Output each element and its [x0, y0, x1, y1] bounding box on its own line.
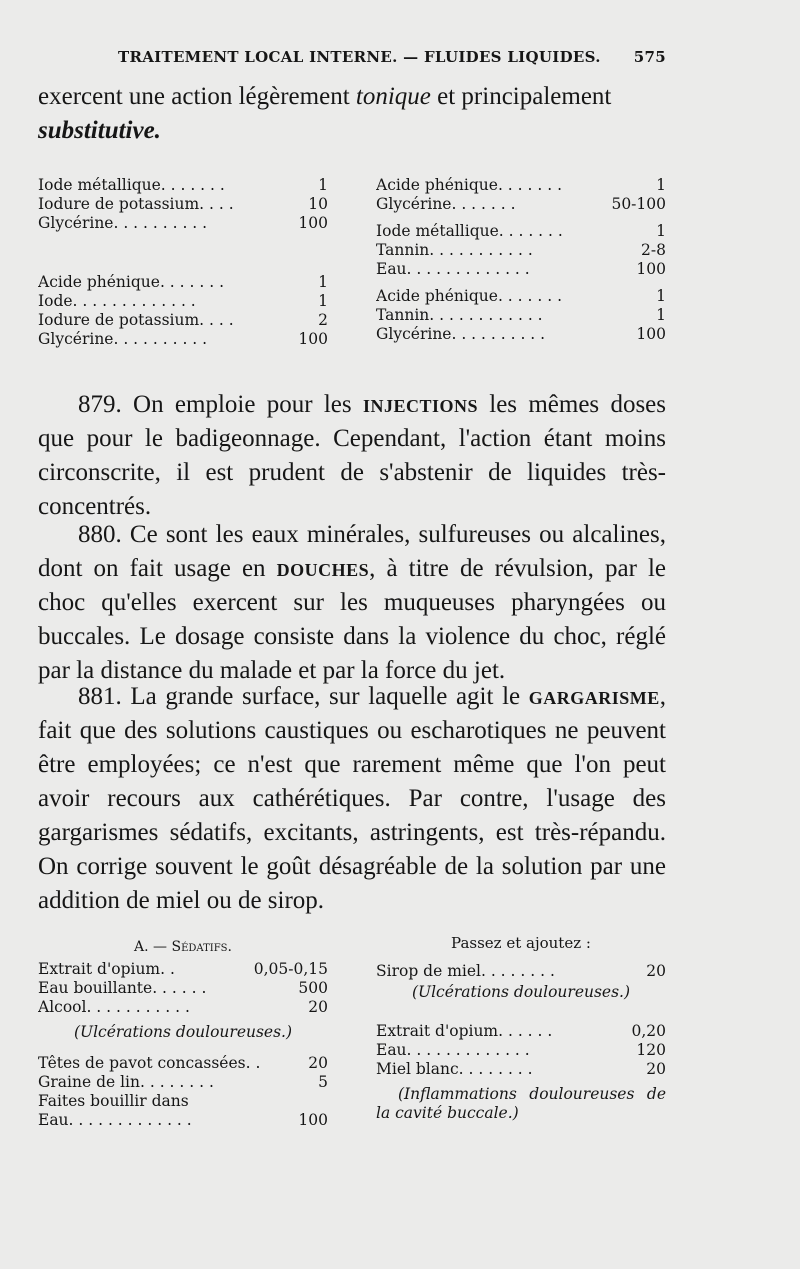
recipes-bottom-left: [38, 938, 328, 1130]
recipe-line: Alcool. . . . . . . . . . . 20: [38, 998, 328, 1016]
recipe-line: Eau. . . . . . . . . . . . . 120: [376, 1041, 666, 1059]
recipe-line: Iode métallique. . . . . . . 1: [376, 222, 666, 240]
recipe-line: Iode. . . . . . . . . . . . . 1: [38, 292, 328, 310]
running-header: [118, 48, 666, 66]
recipe-line: Acide phénique. . . . . . . 1: [376, 287, 666, 305]
paragraph-879: 879. On emploie pour les injections les mêmes doses que pour le badigeonnage. Cependant, l'action étant moins circonscrite, il est prudent de s'abstenir de liquides très-concentrés.: [38, 391, 667, 520]
section-title-passez: Passez et ajoutez :: [451, 934, 591, 952]
recipe-line: Tannin. . . . . . . . . . . . 1: [376, 306, 666, 324]
paragraph-881: 881. La grande surface, sur laquelle agit le gargarisme, fait que des solutions caustiques ou escharotiques ne peuvent être employées; ce n'est que rarement même que l'on peut avoir recours aux cathérétiques. Par contre, l'usage des gargarismes sédatifs, excitants, astringents, est très-répandu. On corrige souvent le goût désagréable de la solution par une addition de miel ou de sirop.: [38, 683, 666, 914]
section-title-sedatifs: A. — Sédatifs.: [134, 939, 232, 955]
recipe-note: (Ulcérations douloureuses.): [411, 983, 631, 1001]
recipe-line: Iodure de potassium. . . . 2: [38, 311, 328, 329]
recipe-line: Miel blanc. . . . . . . . 20: [376, 1060, 666, 1078]
recipe-line: Acide phénique. . . . . . . 1: [38, 273, 328, 291]
recipe-line: Extrait d'opium. . . . . . 0,20: [376, 1022, 666, 1040]
recipe-line: Extrait d'opium. . 0,05-0,15: [38, 960, 328, 978]
recipe-line: Tannin. . . . . . . . . . . 2-8: [376, 241, 666, 259]
recipe-line: Eau. . . . . . . . . . . . . 100: [376, 260, 666, 278]
intro-italic-bold: substitutive.: [38, 117, 161, 144]
intro-paragraph: [38, 80, 666, 148]
recipe-line: Eau bouillante. . . . . . 500: [38, 979, 328, 997]
recipe-line: Eau. . . . . . . . . . . . . 100: [38, 1111, 328, 1129]
recipe-line: Iode métallique. . . . . . . 1: [38, 176, 328, 194]
recipe-line: Glycérine. . . . . . . . . . 100: [376, 325, 666, 343]
header-title: TRAITEMENT LOCAL INTERNE. — FLUIDES LIQUIDES.: [118, 48, 601, 66]
recipe-line: Faites bouillir dans: [38, 1092, 189, 1110]
intro-text-2: et principalement: [430, 83, 612, 110]
paragraph-880: 880. Ce sont les eaux minérales, sulfureuses ou alcalines, dont on fait usage en douches, à titre de révulsion, par le choc qu'elles exercent sur les muqueuses pharyngées ou buccales. Le dosage consiste dans la violence du choc, réglé par la distance du malade et par la force du jet.: [38, 521, 666, 684]
intro-text-1: exercent une action légèrement: [38, 83, 356, 110]
recipe-line: Iodure de potassium. . . . 10: [38, 195, 328, 213]
recipes-top-right: [376, 176, 666, 344]
recipe-line: Graine de lin. . . . . . . . 5: [38, 1073, 328, 1091]
recipe-line: Têtes de pavot concassées. . 20: [38, 1054, 328, 1072]
recipe-note: (Ulcérations douloureuses.): [73, 1023, 293, 1041]
page-number: 575: [633, 48, 666, 66]
recipe-note: (Inflammations douloureuses de la cavité buccale.): [376, 1085, 666, 1122]
recipe-line: Acide phénique. . . . . . . 1: [376, 176, 666, 194]
recipe-line: Glycérine. . . . . . . . . . 100: [38, 214, 328, 232]
recipe-line: Sirop de miel. . . . . . . . 20: [376, 962, 666, 980]
recipes-bottom-right: [376, 934, 666, 1123]
recipes-top-left: [38, 176, 328, 349]
recipe-line: Glycérine. . . . . . . 50-100: [376, 195, 666, 213]
intro-italic-1: tonique: [355, 83, 431, 110]
recipe-line: Glycérine. . . . . . . . . . 100: [38, 330, 328, 348]
